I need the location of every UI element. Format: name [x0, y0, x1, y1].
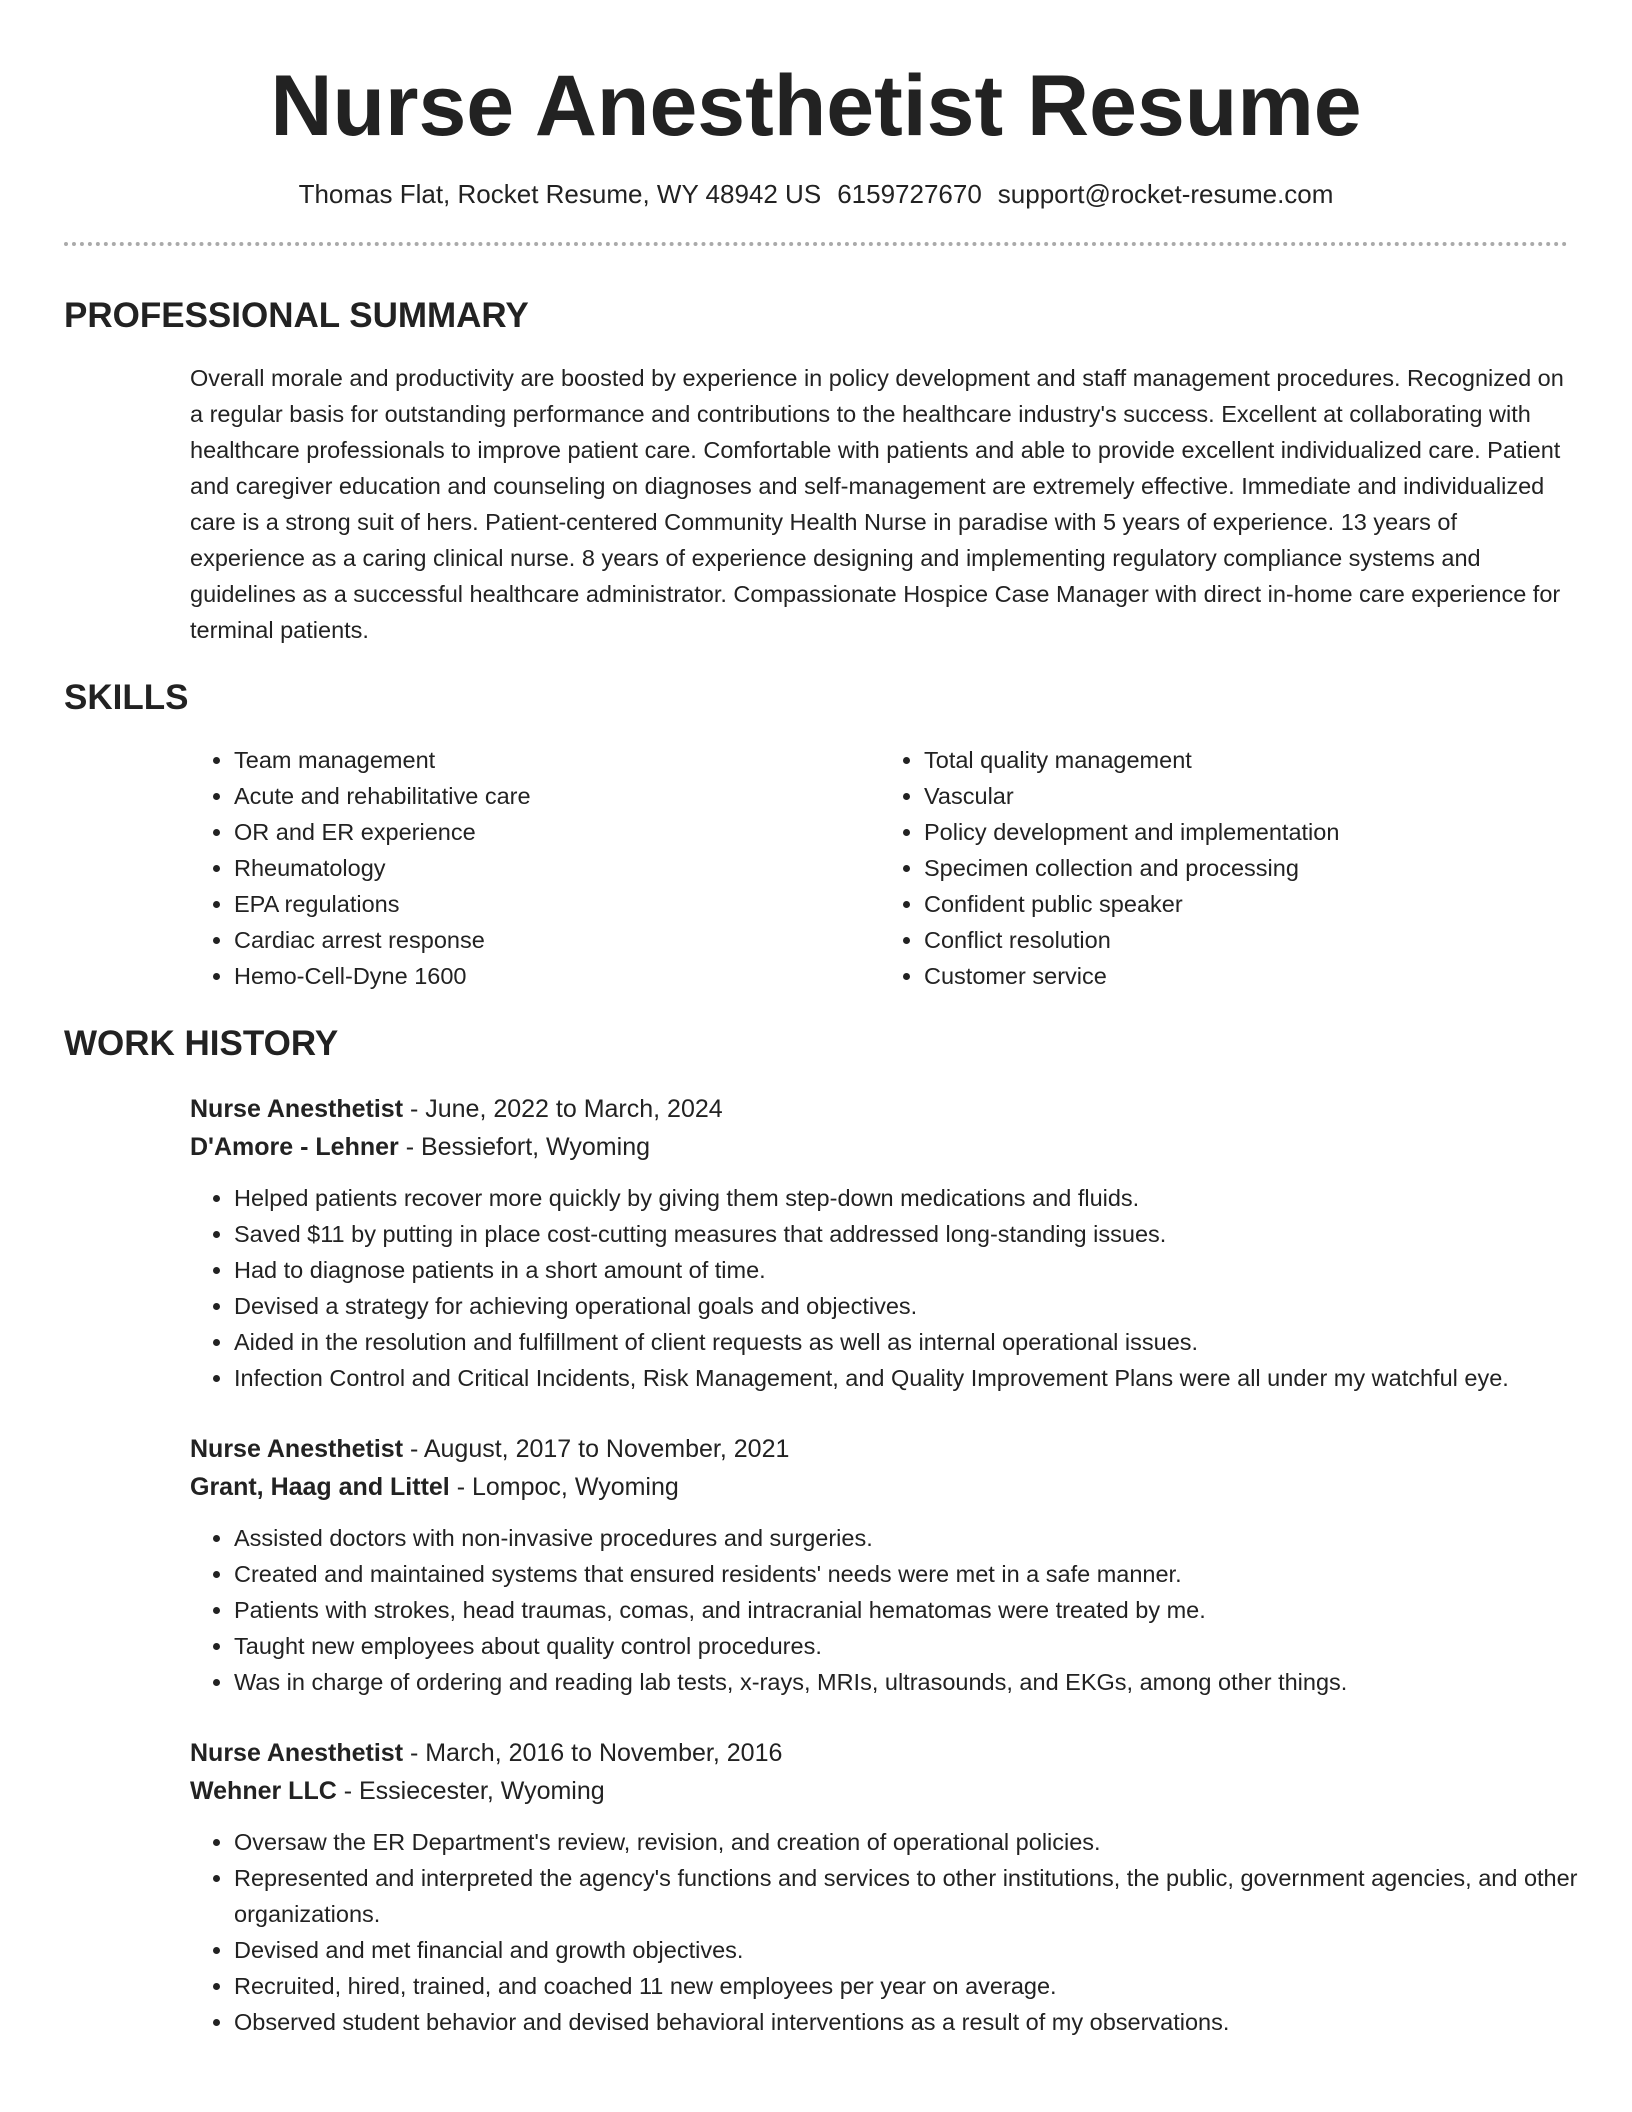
job-company: Grant, Haag and Littel	[190, 1473, 450, 1501]
skill-item: • Vascular	[924, 778, 1570, 814]
job-bullet: • Created and maintained systems that ensured residents' needs were met in a safe manner.	[234, 1556, 1590, 1592]
job-location: - Bessiefort, Wyoming	[398, 1133, 650, 1161]
job-bullet: • Devised and met financial and growth objectives.	[234, 1932, 1590, 1968]
contact-address: Thomas Flat, Rocket Resume, WY 48942 US	[298, 179, 822, 209]
resume-title: Nurse Anesthetist Resume	[270, 58, 1362, 154]
skill-item: • OR and ER experience	[234, 814, 880, 850]
job-dates: - June, 2022 to March, 2024	[403, 1095, 723, 1123]
job-bullet: • Infection Control and Critical Incidents, Risk Management, and Quality Improvement Plans were all under my watchful eye.	[234, 1360, 1590, 1396]
job-location: - Lompoc, Wyoming	[449, 1473, 679, 1501]
job-company: D'Amore - Lehner	[190, 1133, 399, 1161]
summary-heading: PROFESSIONAL SUMMARY	[64, 296, 529, 335]
job-dates: - August, 2017 to November, 2021	[403, 1435, 790, 1463]
job-company-line	[190, 1772, 1590, 1810]
skills-list-right	[880, 742, 1570, 994]
job-bullet: • Recruited, hired, trained, and coached 11 new employees per year on average.	[234, 1968, 1590, 2004]
job-bullet: • Devised a strategy for achieving operational goals and objectives.	[234, 1288, 1590, 1324]
contact-email: support@rocket-resume.com	[997, 179, 1334, 209]
skill-item: • Rheumatology	[234, 850, 880, 886]
skill-item: • Customer service	[924, 958, 1570, 994]
job-entry	[190, 1090, 1590, 1396]
job-bullet: • Saved $11 by putting in place cost-cutting measures that addressed long-standing issues.	[234, 1216, 1590, 1252]
skill-item: • Team management	[234, 742, 880, 778]
job-bullets	[190, 1180, 1590, 1396]
skill-item: • Confident public speaker	[924, 886, 1570, 922]
contact-line	[64, 176, 1568, 212]
job-bullet: • Represented and interpreted the agency's functions and services to other institutions, the public, government agencies, and other organizations.	[234, 1860, 1590, 1932]
header-divider	[64, 242, 1568, 246]
contact-phone: 6159727670	[837, 179, 982, 209]
summary-section	[64, 294, 1568, 648]
skill-item: • Specimen collection and processing	[924, 850, 1570, 886]
skill-item: • Cardiac arrest response	[234, 922, 880, 958]
work-history-section	[64, 1022, 1578, 2040]
skill-item: • EPA regulations	[234, 886, 880, 922]
job-bullet: • Helped patients recover more quickly by giving them step-down medications and fluids.	[234, 1180, 1590, 1216]
skill-item: • Conflict resolution	[924, 922, 1570, 958]
skills-section	[64, 676, 1568, 994]
job-title-line	[190, 1090, 1590, 1128]
job-bullet: • Aided in the resolution and fulfillment of client requests as well as internal operational issues.	[234, 1324, 1590, 1360]
skill-item: • Total quality management	[924, 742, 1570, 778]
skill-item: • Policy development and implementation	[924, 814, 1570, 850]
job-bullet: • Had to diagnose patients in a short amount of time.	[234, 1252, 1590, 1288]
job-title: Nurse Anesthetist	[190, 1095, 404, 1123]
job-bullet: • Taught new employees about quality control procedures.	[234, 1628, 1590, 1664]
job-bullet: • Assisted doctors with non-invasive procedures and surgeries.	[234, 1520, 1590, 1556]
job-bullets	[190, 1824, 1590, 2040]
job-bullet: • Oversaw the ER Department's review, revision, and creation of operational policies.	[234, 1824, 1590, 1860]
job-bullets	[190, 1520, 1590, 1700]
job-entry	[190, 1430, 1590, 1700]
job-bullet: • Was in charge of ordering and reading lab tests, x-rays, MRIs, ultrasounds, and EKGs, among other things.	[234, 1664, 1590, 1700]
job-company-line	[190, 1468, 1590, 1506]
work-history-heading: WORK HISTORY	[64, 1024, 339, 1063]
job-bullet: • Patients with strokes, head traumas, comas, and intracranial hematomas were treated by me.	[234, 1592, 1590, 1628]
resume-page	[64, 0, 1578, 2040]
job-title-line	[190, 1734, 1590, 1772]
summary-text: Overall morale and productivity are boosted by experience in policy development and staff management procedures. Recognized on a regular basis for outstanding performance and contributions to the healthcare industry's success. Excellent at collaborating with healthcare professionals to improve patient care. Comfortable with patients and able to provide excellent individualized care. Patient and caregiver education and counseling on diagnoses and self-management are extremely effective. Immediate and individualized care is a strong suit of hers. Patient-centered Community Health Nurse in paradise with 5 years of experience. 13 years of experience as a caring clinical nurse. 8 years of experience designing and implementing regulatory compliance systems and guidelines as a successful healthcare administrator. Compassionate Hospice Case Manager with direct in-home care experience for terminal patients.	[190, 365, 1564, 643]
skills-heading: SKILLS	[64, 678, 189, 717]
skills-columns	[190, 742, 1570, 994]
job-entry	[190, 1734, 1590, 2040]
skills-list-left	[190, 742, 880, 994]
job-title: Nurse Anesthetist	[190, 1739, 404, 1767]
skill-item: • Hemo-Cell-Dyne 1600	[234, 958, 880, 994]
job-dates: - March, 2016 to November, 2016	[403, 1739, 783, 1767]
skill-item: • Acute and rehabilitative care	[234, 778, 880, 814]
job-location: - Essiecester, Wyoming	[336, 1777, 605, 1805]
job-title-line	[190, 1430, 1590, 1468]
job-company-line	[190, 1128, 1590, 1166]
job-bullet: • Observed student behavior and devised behavioral interventions as a result of my observations.	[234, 2004, 1590, 2040]
job-title: Nurse Anesthetist	[190, 1435, 404, 1463]
job-company: Wehner LLC	[190, 1777, 337, 1805]
